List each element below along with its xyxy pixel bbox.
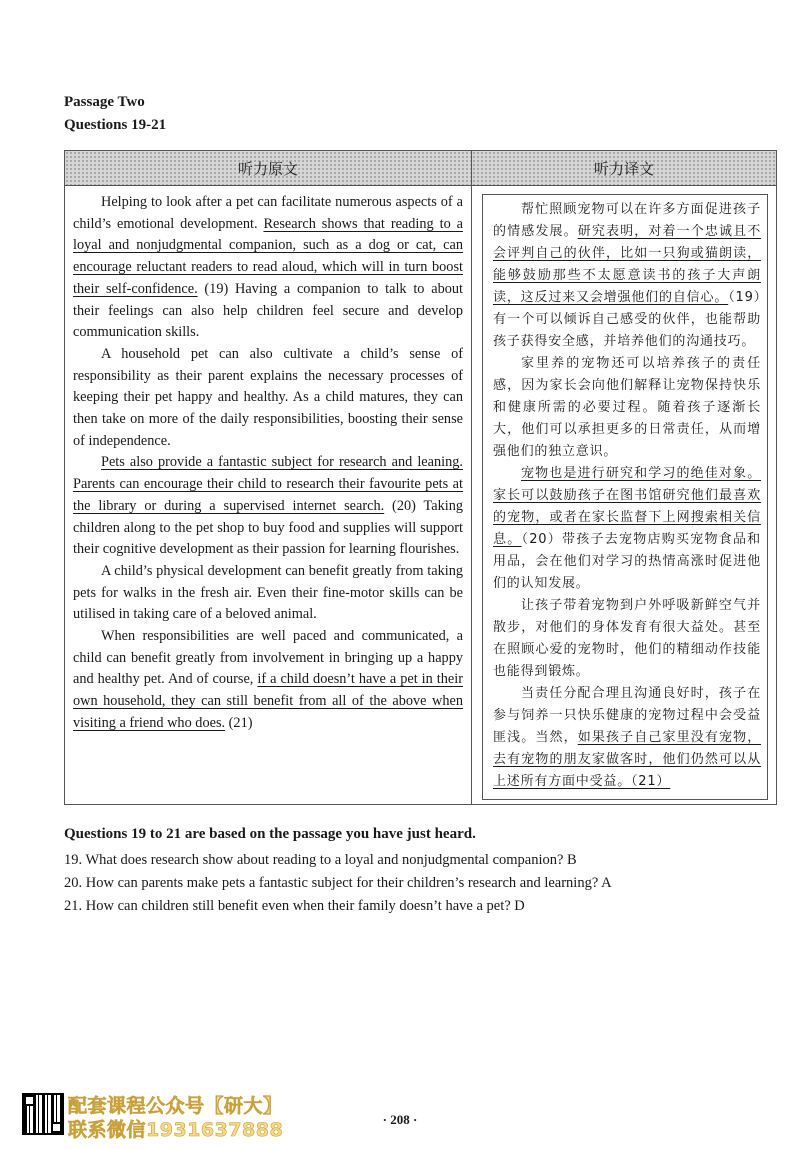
chinese-paragraph-5 <box>493 683 761 793</box>
underlined-translation-21: 如果孩子自己家里没有宠物，去有宠物的朋友家做客时，他们仍然可以从上述所有方面中受益。（21） <box>493 730 761 789</box>
questions-heading: Questions 19 to 21 are based on the passage you have just heard. <box>64 826 476 842</box>
chinese-paragraph-3 <box>493 463 761 595</box>
translation-box <box>482 194 768 800</box>
text-span: （20）带孩子去宠物店购买宠物食品和用品，会在他们对学习的热情高涨时促进他们的认知发展。 <box>493 532 761 591</box>
english-paragraph-4: A child’s physical development can benefit greatly from taking pets for walks in the fresh air. Even their fine-motor skills can be utilised in taking care of a beloved animal. <box>73 562 463 623</box>
underlined-answer-20: Pets also provide a fantastic subject for research and leaning. Parents can encourage their child to research their favourite pets at the library or during a supervised internet search. <box>73 454 463 514</box>
question-21: 21. How can children still benefit even when their family doesn’t have a pet? D <box>64 898 525 914</box>
watermark-line-2: 联系微信1931637888 <box>68 1119 284 1141</box>
english-transcript <box>65 186 472 804</box>
text-span: Helping to look after a pet can facilitate numerous aspects of a child’s emotional development. <box>73 194 463 232</box>
chinese-translation <box>472 186 776 804</box>
english-paragraph-2: A household pet can also cultivate a child’s sense of responsibility as their parent explains the necessary processes of keeping their pet happy and healthy. As a child matures, they can then take on more of the daily responsibilities, boosting their sense of independence. <box>73 345 463 449</box>
chinese-paragraph-4: 让孩子带着宠物到户外呼吸新鲜空气并散步，对他们的身体发育有很大益处。甚至在照顾心爱的宠物时，他们的精细动作技能也能得到锻炼。 <box>493 598 761 679</box>
english-paragraph-5 <box>73 626 463 735</box>
english-paragraph-3 <box>73 452 463 561</box>
text-span: (19) Having a companion to talk to about their feelings can also help children feel secure and develop communication skills. <box>73 280 463 341</box>
underlined-translation-19: 研究表明，对着一个忠诚且不会评判自己的伙伴，比如一只狗或猫朗读，能够鼓励那些不太愿意读书的孩子大声朗读，这反过来又会增强他们的自信心。 <box>493 224 761 305</box>
underlined-answer-21: if a child doesn’t have a pet in their own household, they can still benefit from all of the above when visiting a friend who does. <box>73 671 463 731</box>
question-20: 20. How can parents make pets a fantastic subject for their children’s research and learning? A <box>64 875 612 891</box>
header-translation: 听力译文 <box>472 151 776 186</box>
text-span: 帮忙照顾宠物可以在许多方面促进孩子的情感发展。 <box>493 202 761 239</box>
page-number: · 208 · <box>382 1112 418 1127</box>
question-19: 19. What does research show about reading to a loyal and nonjudgmental companion? B <box>64 852 577 868</box>
underlined-translation-20: 宠物也是进行研究和学习的绝佳对象。家长可以鼓励孩子在图书馆研究他们最喜欢的宠物，或者在家长监督下上网搜索相关信息。 <box>493 466 761 547</box>
qr-code-icon <box>22 1093 64 1135</box>
watermark-line-1: 配套课程公众号【研大】 <box>68 1095 283 1117</box>
english-paragraph-1 <box>73 192 463 344</box>
header-original-text: 听力原文 <box>65 151 472 186</box>
underlined-answer-19: Research shows that reading to a loyal and nonjudgmental companion, such as a dog or cat, can encourage reluctant readers to read aloud, which will in turn boost their self-confidence. <box>73 215 463 297</box>
text-span: (20) Taking children along to the pet shop to buy food and supplies will support their cognitive development as their passion for learning flourishes. <box>73 497 463 558</box>
chinese-paragraph-2: 家里养的宠物还可以培养孩子的责任感，因为家长会向他们解释让宠物保持快乐和健康所需的必要过程。随着孩子逐渐长大，他们可以承担更多的日常责任，从而增强他们的独立意识。 <box>493 356 761 459</box>
transcript-table <box>64 150 777 805</box>
chinese-paragraph-1 <box>493 199 761 353</box>
questions-range-heading: Questions 19-21 <box>64 117 167 133</box>
text-span: (21) <box>225 714 253 731</box>
text-span: （19）有一个可以倾诉自己感受的伙伴，也能帮助孩子获得安全感，并培养他们的沟通技巧。 <box>493 290 761 349</box>
text-span: 当责任分配合理且沟通良好时，孩子在参与饲养一只快乐健康的宠物过程中会受益匪浅。当然， <box>493 686 761 745</box>
text-span: When responsibilities are well paced and communicated, a child can benefit greatly from involvement in bringing up a happy and healthy pet. And of course, <box>73 628 463 688</box>
passage-title: Passage Two <box>64 94 145 110</box>
